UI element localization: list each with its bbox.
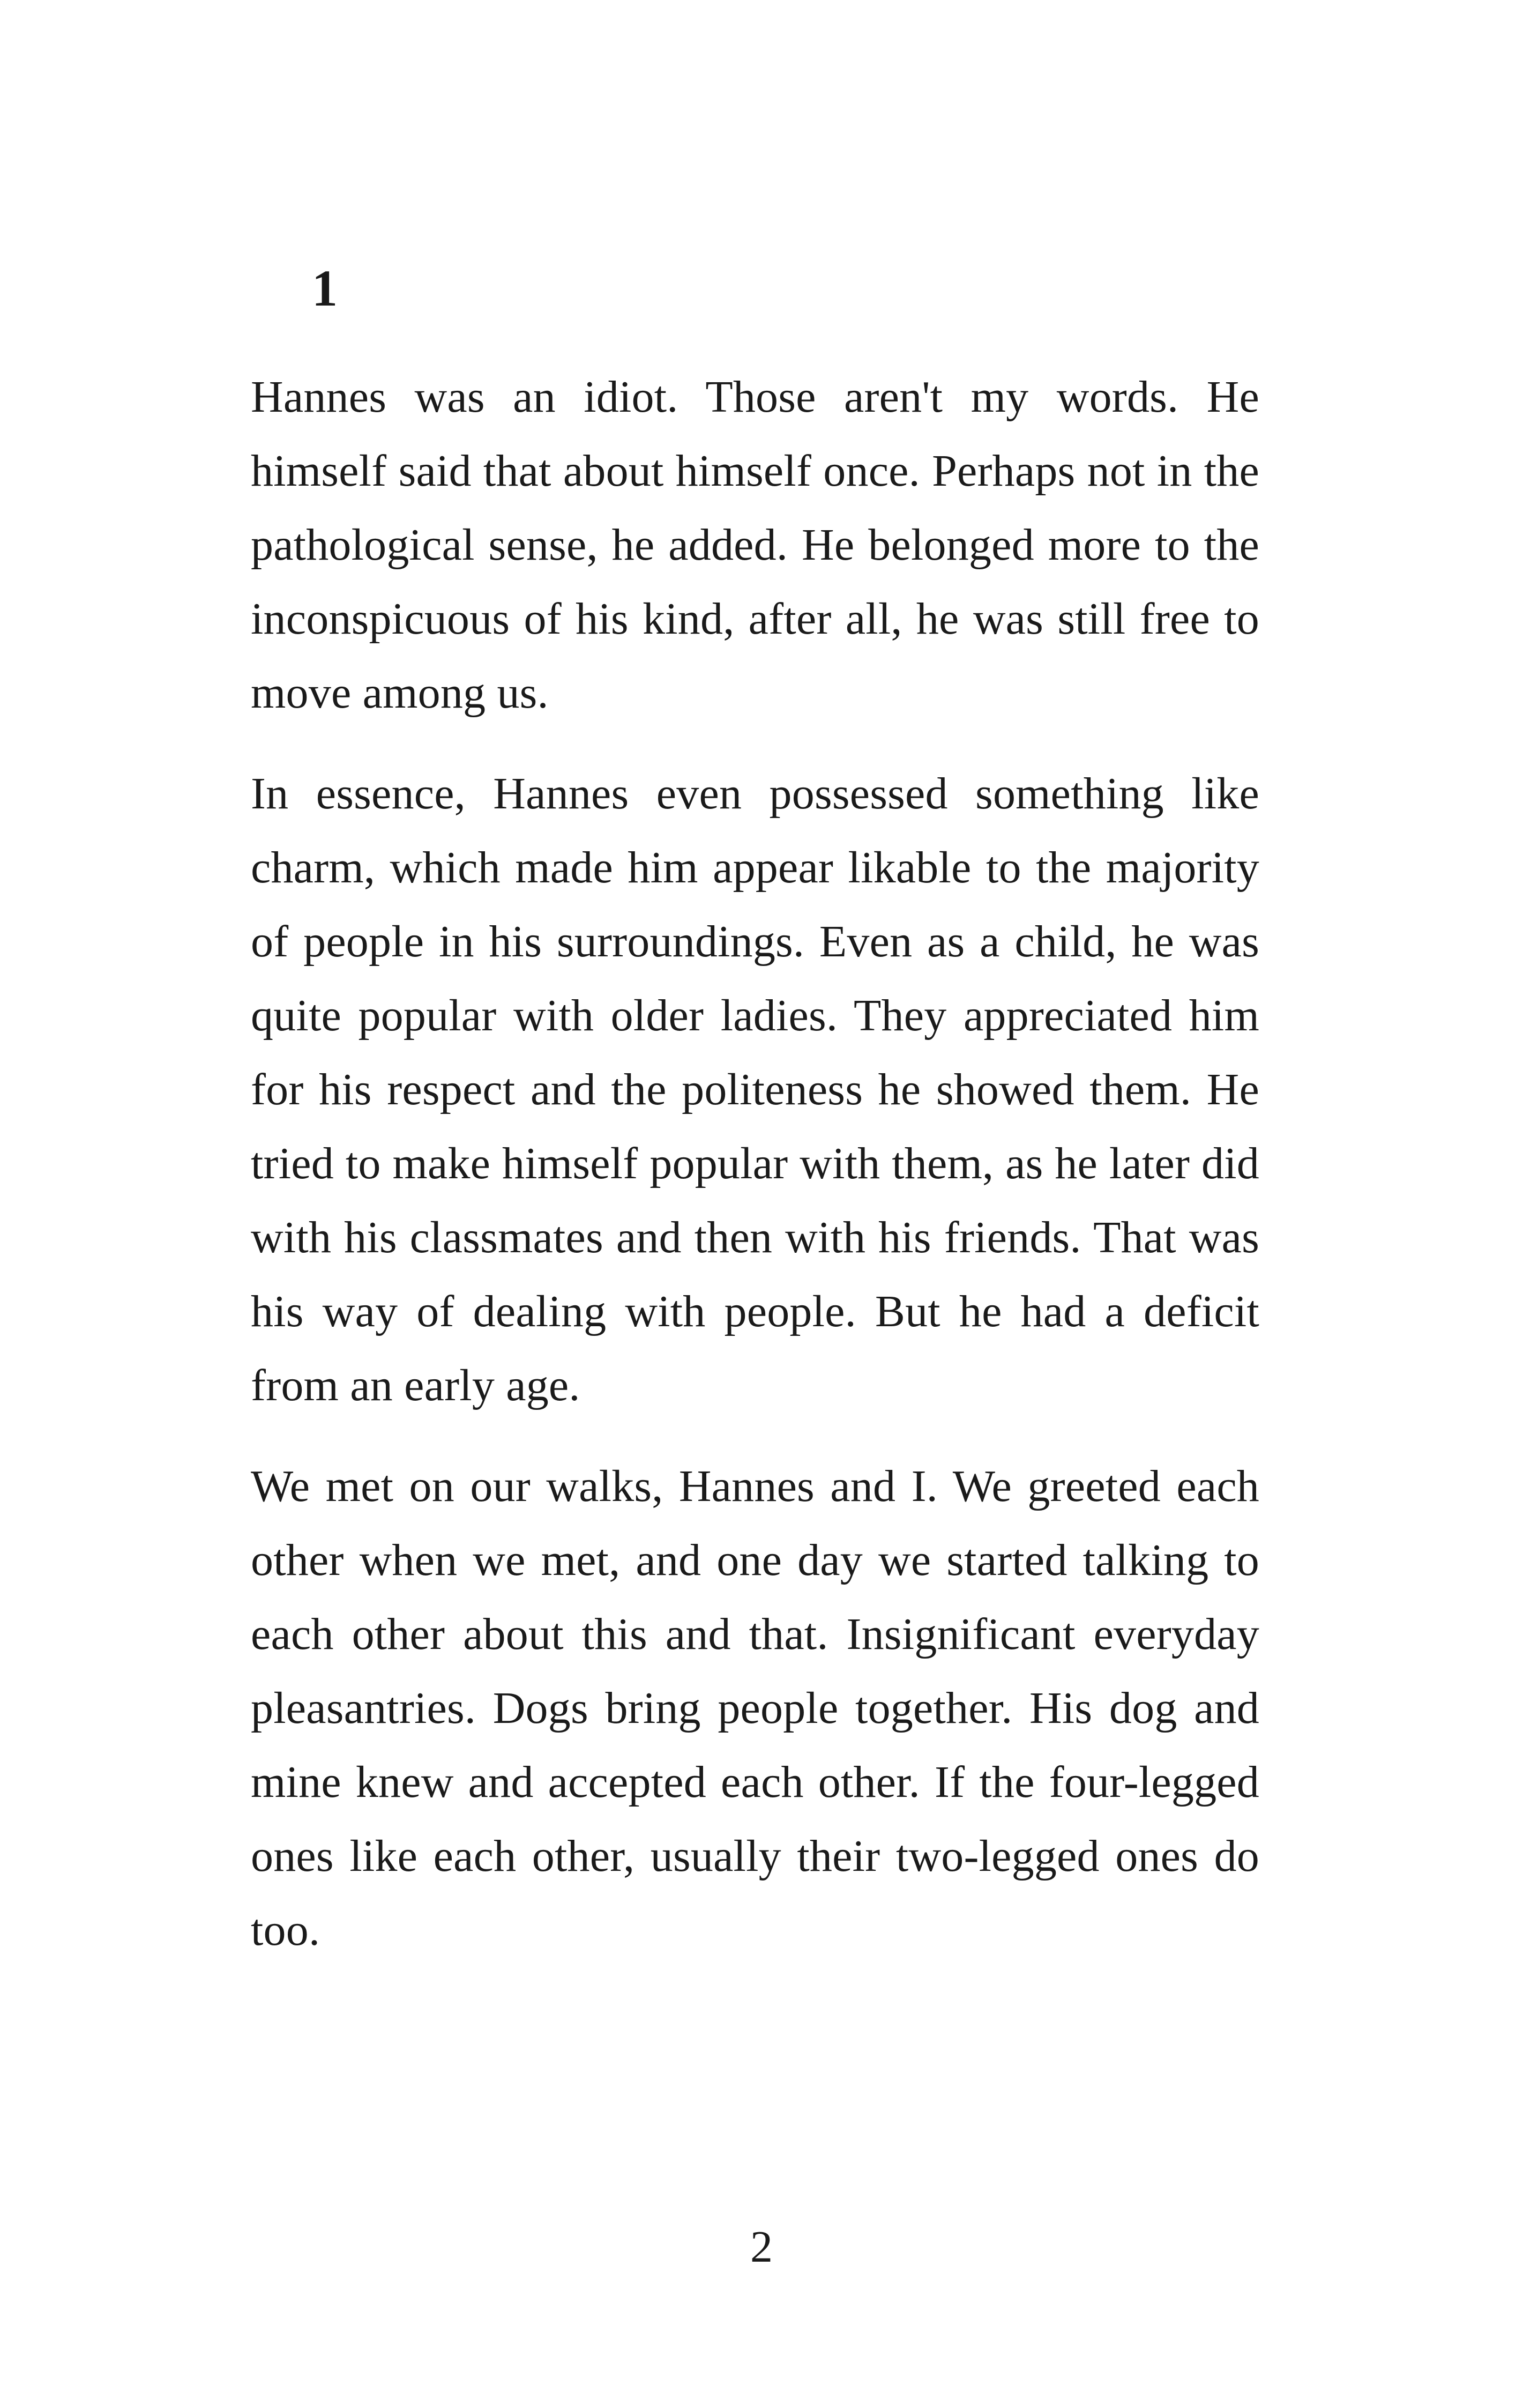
page-number: 2: [750, 2222, 773, 2272]
paragraph-2: In essence, Hannes even possessed something like charm, which made him appear likable to the majority of people in his surroundings. Even as a child, he was quite popular with older ladies. They appreciated him for his respect and the politeness he showed them. He tried to make himself popular with them, as he later did with his classmates and then with his friends. That was his way of dealing with people. But he had a deficit from an early age.: [251, 769, 1259, 1410]
paragraph-1: Hannes was an idiot. Those aren't my words. He himself said that about himself once. Perhaps not in the pathological sense, he added. He belonged more to the inconspicuous of his kind, after all, he was still free to move among us.: [251, 372, 1259, 718]
chapter-number: 1: [312, 259, 338, 317]
paragraph-3: We met on our walks, Hannes and I. We greeted each other when we met, and one day we started talking to each other about this and that. Insignificant everyday pleasantries. Dogs bring people together. His dog and mine knew and accepted each other. If the four-legged ones like each other, usually their two-legged ones do too.: [251, 1461, 1259, 1955]
body-text: [251, 360, 1259, 1994]
